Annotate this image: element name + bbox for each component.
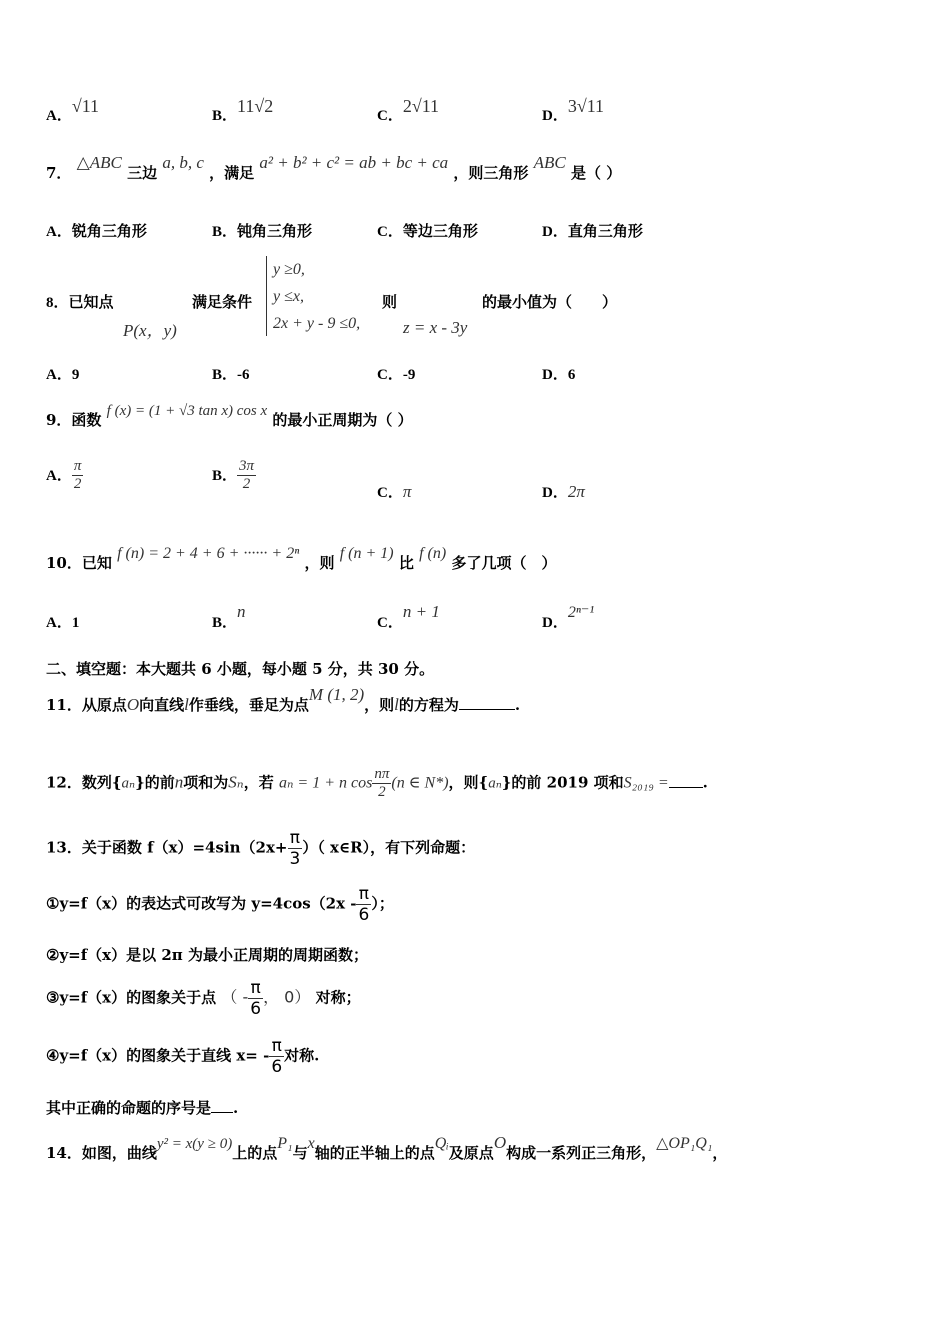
q13-answer-blank[interactable] [211,1112,233,1113]
q10-option-c: C．n + 1 [377,602,440,631]
section-2-heading: 二、填空题：本大题共 6 小题，每小题 5 分，共 30 分。 [46,660,435,678]
q13-statement-1: ①y=f（x）的表达式可改写为 y=4cos（2x - $\frac{\pi}{6}$ ）； [46,884,394,925]
q8-option-d: D．6 [542,367,576,383]
question-11: 11．从原点O向直线l作垂线，垂足为点M (1, 2)，则l的方程为 . [46,685,521,714]
q14-curve: y² = x(y ≥ 0) [156,1136,233,1152]
q13-statement-4: ④y=f（x）的图象关于直线 x= - $\frac{\pi}{6}$ 对称. [46,1036,320,1077]
q9-function: f (x) = (1 + √3 tan x) cos x [106,403,268,419]
q13-final: 其中正确的命题的序号是 . [46,1099,239,1117]
question-9: 9．函数 f (x) = (1 + √3 tan x) cos x 的最小正周期为（ ） [46,403,413,429]
q13-statement-2: ②y=f（x）是以 2π 为最小正周期的周期函数； [46,946,368,964]
q11-answer-blank[interactable] [459,709,515,710]
q7-equation: a² + b² + c² = ab + bc + ca [259,153,449,172]
q6-option-c: C．2√11 [377,96,440,124]
q6-option-b-math: 11√2 [237,96,274,116]
q9-option-b: B． $\frac{3\pi}{2}$ [212,458,255,492]
q8-constraint-system: y ≥0, y ≤x, 2x + y - 9 ≤0, [266,256,360,336]
question-10: 10．已知 f (n) = 2 + 4 + 6 + ······ + 2ⁿ ，则 f (n + 1) 比 f (n) 多了几项（ ） [46,545,557,572]
question-13: 13．关于函数 f（x）=4sin（2x+ $\frac{\pi}{3}$ ）（ x∈R），有下列命题： [46,828,476,869]
q10-function: f (n) = 2 + 4 + 6 + ······ + 2ⁿ [117,545,300,562]
question-14: 14．如图，曲线y² = x(y ≥ 0)上的点P₁与x轴的正半轴上的点Qᵢ及原点O构成一系列正三角形，△OP₁Q₁， [46,1133,728,1162]
q6-option-d-math: 3√11 [567,96,605,116]
q9-option-d: D．2π [542,482,585,501]
q9-option-a: A． $\frac{\pi}{2}$ [46,458,82,492]
q10-option-a: A．1 [46,615,80,631]
q8-objective: z = x - 3y [403,318,468,337]
q6-option-a: A．√11 [46,96,100,124]
q7-option-d: D．直角三角形 [542,224,643,240]
q10-option-b: B．n [212,602,246,631]
q7-triangle: △ABC [76,153,122,172]
q8-option-a: A．9 [46,367,80,383]
q13-statement-3: ③y=f（x）的图象关于点 （ - $\frac{\pi}{6}$ ， 0） 对称； [46,978,361,1019]
q6-option-b: B．11√2 [212,96,274,124]
q6-option-d: D．3√11 [542,96,605,124]
q7-option-c: C．等边三角形 [377,224,478,240]
q6-option-c-math: 2√11 [402,96,440,116]
q8-point: P(x，y) [123,321,177,340]
q6-option-a-math: √11 [71,96,100,116]
question-7: 7． △ABC 三边 a, b, c ，满足 a² + b² + c² = ab + bc + ca ，则三角形 ABC 是（ ） [46,153,622,182]
q9-option-c: C．π [377,482,412,501]
q7-option-b: B．钝角三角形 [212,224,313,240]
q7-option-a: A．锐角三角形 [46,224,147,240]
q8-option-b: B．-6 [212,367,250,383]
question-12: 12．数列{aₙ}的前n项和为Sₙ，若 aₙ = 1 + n cos $\frac{n\pi}{2}$ (n ∈ N*)，则{aₙ}的前 2019 项和S₂₀₁₉ = . [46,766,708,800]
q12-answer-blank[interactable] [669,787,703,788]
q10-option-d: D．2ⁿ⁻¹ [542,604,595,631]
q8-option-c: C．-9 [377,367,416,383]
